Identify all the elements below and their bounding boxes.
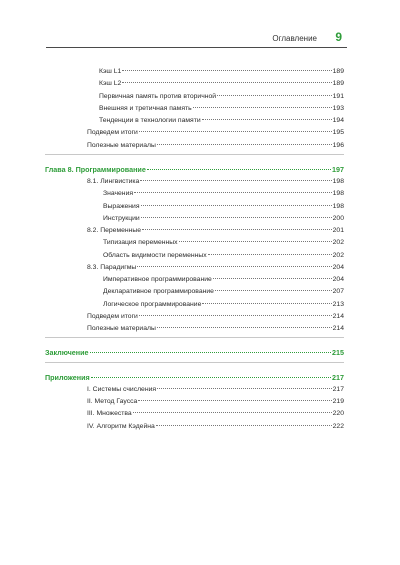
dot-leader: [122, 69, 331, 71]
toc-entry-label: Область видимости переменных: [103, 251, 207, 259]
toc-entry-label: Кэш L2: [99, 80, 122, 88]
toc-entry-label: III. Множества: [87, 410, 132, 418]
dot-leader: [133, 411, 332, 413]
toc-entry[interactable]: [45, 250, 344, 262]
dot-leader: [142, 228, 332, 230]
toc-entry-label: Инструкции: [103, 214, 140, 222]
toc-entry[interactable]: [45, 237, 344, 249]
dot-leader: [141, 204, 332, 206]
toc-entry-label: Тенденции в технологии памяти: [99, 117, 201, 124]
toc-entry-label: 8.3. Парадигмы: [87, 263, 137, 271]
toc-entry-page: 207: [332, 288, 344, 296]
toc-entry[interactable]: [45, 408, 344, 420]
dot-leader: [134, 191, 332, 193]
toc-entry-page: 222: [332, 422, 344, 430]
toc-entry-label: Императивное программирование: [103, 276, 212, 283]
toc-entry[interactable]: [45, 78, 344, 90]
toc-entry-label: II. Метод Гаусса: [87, 398, 138, 405]
toc-entry-label: Первичная память против вторичной: [99, 92, 217, 100]
toc-entry[interactable]: [45, 274, 344, 286]
dot-leader: [157, 387, 332, 389]
toc-entry[interactable]: [45, 176, 344, 188]
toc-entry-label: Кэш L1: [99, 68, 122, 75]
toc-entry-label: 8.1. Лингвистика: [87, 178, 140, 185]
toc-entry[interactable]: [45, 311, 344, 323]
toc-entry-page: 213: [332, 300, 344, 308]
toc-chapter-entry[interactable]: [45, 164, 344, 176]
running-header: [46, 30, 347, 48]
toc-entry[interactable]: [45, 262, 344, 274]
toc-entry-label: Типизация переменных: [103, 239, 178, 247]
toc-entry[interactable]: [45, 115, 344, 127]
toc-entry-label: Внешняя и третичная память: [99, 104, 192, 112]
toc-entry-page: 189: [332, 80, 344, 88]
toc-entry-page: 189: [332, 68, 344, 75]
toc-chapter-entry[interactable]: [45, 347, 344, 359]
toc-entry-page: 201: [332, 227, 344, 234]
dot-leader: [193, 106, 332, 108]
toc-entry-label: Декларативное программирование: [103, 288, 214, 296]
toc-entry[interactable]: [45, 225, 344, 237]
toc-entry[interactable]: [45, 421, 344, 433]
section-divider: [45, 362, 344, 363]
toc-chapter-entry[interactable]: [45, 372, 344, 384]
header-title: Оглавление: [272, 34, 317, 43]
dot-leader: [208, 253, 332, 255]
dot-leader: [156, 424, 332, 426]
dot-leader: [91, 376, 331, 378]
toc-entry[interactable]: [45, 323, 344, 335]
toc-entry-page: 194: [332, 117, 344, 124]
dot-leader: [139, 130, 332, 132]
dot-leader: [147, 168, 331, 170]
toc-entry-label: Подведем итоги: [87, 312, 138, 320]
toc-entry-label: Выражения: [103, 202, 140, 210]
toc-entry-page: 214: [332, 325, 344, 332]
toc-entry-page: 217: [332, 385, 344, 393]
toc-entry-page: 197: [332, 164, 344, 174]
toc-entry-page: 198: [332, 190, 344, 198]
toc-entry-page: 214: [332, 312, 344, 320]
toc-entry-page: 198: [332, 202, 344, 210]
table-of-contents: [45, 66, 344, 433]
toc-entry-page: 220: [332, 410, 344, 418]
toc-entry-page: 202: [332, 239, 344, 247]
toc-entry-label: Логическое программирование: [103, 300, 202, 308]
toc-entry[interactable]: [45, 66, 344, 78]
toc-entry-page: 191: [332, 92, 344, 100]
toc-entry[interactable]: [45, 103, 344, 115]
toc-entry[interactable]: [45, 286, 344, 298]
toc-entry-label: Заключение: [45, 348, 89, 358]
toc-entry-page: 200: [332, 214, 344, 222]
toc-entry[interactable]: [45, 396, 344, 408]
toc-entry-label: Приложения: [45, 372, 90, 382]
toc-entry-label: Полезные материалы: [87, 141, 156, 149]
toc-entry-page: 198: [332, 178, 344, 185]
page-number: 9: [335, 30, 342, 44]
dot-leader: [179, 240, 332, 242]
toc-entry-label: Значения: [103, 190, 134, 198]
dot-leader: [217, 94, 332, 96]
section-divider: [45, 337, 344, 338]
dot-leader: [157, 143, 332, 145]
toc-entry-label: 8.2. Переменные: [87, 227, 142, 234]
toc-entry[interactable]: [45, 384, 344, 396]
toc-entry-page: 202: [332, 251, 344, 259]
toc-entry-label: Полезные материалы: [87, 325, 156, 332]
toc-entry-label: IV. Алгоритм Кэдейна: [87, 422, 155, 430]
dot-leader: [90, 351, 331, 353]
toc-entry-page: 215: [332, 348, 344, 358]
toc-entry[interactable]: [45, 127, 344, 139]
toc-entry-page: 193: [332, 104, 344, 112]
toc-entry[interactable]: [45, 188, 344, 200]
toc-entry[interactable]: [45, 299, 344, 311]
dot-leader: [139, 314, 332, 316]
dot-leader: [137, 265, 331, 267]
dot-leader: [157, 326, 332, 328]
dot-leader: [215, 289, 332, 291]
dot-leader: [122, 81, 331, 83]
dot-leader: [213, 277, 332, 279]
dot-leader: [138, 399, 331, 401]
dot-leader: [140, 179, 331, 181]
toc-entry-page: 195: [332, 129, 344, 137]
toc-entry-page: 219: [332, 398, 344, 405]
toc-entry-page: 217: [332, 372, 344, 382]
dot-leader: [141, 216, 332, 218]
toc-entry-label: Подведем итоги: [87, 129, 138, 137]
toc-entry-page: 204: [332, 276, 344, 283]
dot-leader: [202, 118, 332, 120]
toc-entry-label: Глава 8. Программирование: [45, 164, 146, 174]
toc-entry[interactable]: [45, 140, 344, 152]
toc-entry[interactable]: [45, 91, 344, 103]
toc-entry-page: 196: [332, 141, 344, 149]
toc-entry-label: I. Системы счисления: [87, 385, 157, 393]
toc-entry[interactable]: [45, 213, 344, 225]
toc-entry-page: 204: [332, 263, 344, 271]
dot-leader: [202, 302, 331, 304]
section-divider: [45, 154, 344, 155]
toc-entry[interactable]: [45, 201, 344, 213]
